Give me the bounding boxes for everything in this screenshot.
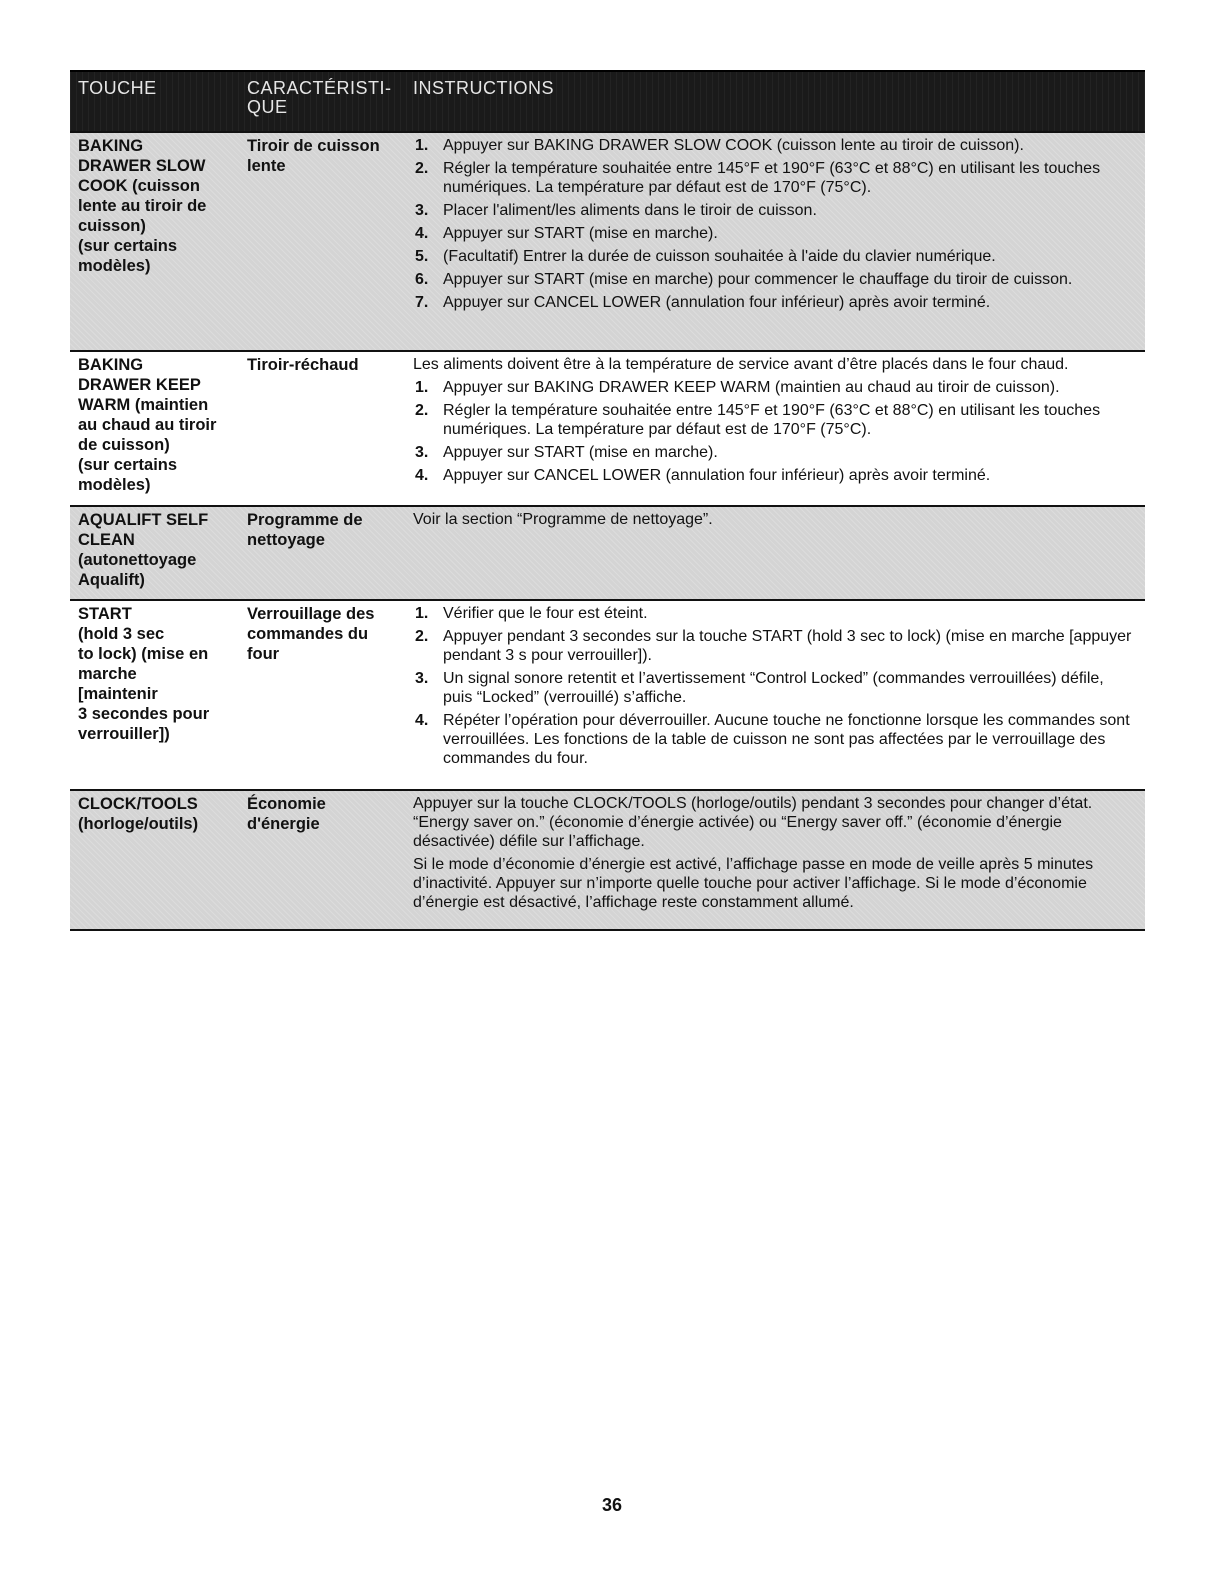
list-item: 2. Régler la température souhaitée entre 145°F et 190°F (63°C et 88°C) en utilisant les touches numériques. La température par défaut est de 170°F (75°C). [415, 402, 1101, 438]
instructions-cell [413, 601, 1145, 789]
intro-text: Les aliments doivent être à la température de service avant d’être placés dans le four chaud. [413, 356, 1069, 373]
list-item: 4. Répéter l’opération pour déverrouiller. Aucune touche ne fonctionne lorsque les commandes sont verrouillées. Les fonctions de la table de cuisson ne sont pas affectées par le verrouillage des commandes du four. [415, 712, 1130, 767]
list-item: 1. Appuyer sur BAKING DRAWER SLOW COOK (cuisson lente au tiroir de cuisson). [415, 137, 1024, 154]
list-item: 1. Appuyer sur BAKING DRAWER KEEP WARM (maintien au chaud au tiroir de cuisson). [415, 379, 1060, 396]
key-cell: AQUALIFT SELF CLEAN (autonettoyage Aqualift) [78, 511, 209, 589]
list-item: 3. Placer l'aliment/les aliments dans le tiroir de cuisson. [415, 202, 817, 219]
table-row [70, 789, 1145, 929]
list-item: 6. Appuyer sur START (mise en marche) pour commencer le chauffage du tiroir de cuisson. [415, 271, 1073, 288]
list-item: 5. (Facultatif) Entrer la durée de cuisson souhaitée à l'aide du clavier numérique. [415, 248, 996, 265]
list-item: 2. Appuyer pendant 3 secondes sur la touche START (hold 3 sec to lock) (mise en marche [appuyer pendant 3 s pour verrouiller]). [415, 628, 1132, 664]
key-cell: BAKING DRAWER KEEP WARM (maintien au chaud au tiroir de cuisson) (sur certains modèles) [78, 356, 217, 494]
feature-cell: Économie d'énergie [247, 795, 326, 833]
list-item: 1. Vérifier que le four est éteint. [415, 605, 648, 622]
list-item: 7. Appuyer sur CANCEL LOWER (annulation four inférieur) après avoir terminé. [415, 294, 991, 311]
list-item: 4. Appuyer sur START (mise en marche). [415, 225, 718, 242]
feature-cell: Verrouillage des commandes du four [247, 605, 375, 663]
instructions-cell [413, 133, 1145, 350]
feature-cell: Programme de nettoyage [247, 511, 363, 549]
header-caracteristique: CARACTÉRISTI- QUE [247, 78, 392, 117]
table-row [70, 350, 1145, 505]
page-number: 36 [601, 1495, 623, 1515]
list-item: 4. Appuyer sur CANCEL LOWER (annulation four inférieur) après avoir terminé. [415, 467, 991, 484]
header-touche: TOUCHE [78, 78, 157, 98]
instructions-cell: Appuyer sur la touche CLOCK/TOOLS (horloge/outils) pendant 3 secondes pour changer d’état. “Energy saver on.” (économie d’énergie activée) ou “Energy saver off.” (économie d’énergie désactivée) défile sur l’affichage. Si le mode d’économie d’énergie est activé, l’affichage passe en mode de veille après 5 minutes d’inactivité. Appuyer sur n’importe quelle touche pour activer l’affichage. Si le mode d’économie d’énergie est désactivé, l’affichage reste constamment allumé. [413, 795, 1094, 911]
header-instructions: INSTRUCTIONS [413, 78, 554, 98]
list-item: 3. Appuyer sur START (mise en marche). [415, 444, 718, 461]
instructions-cell: Voir la section “Programme de nettoyage”. [413, 511, 713, 528]
feature-cell: Tiroir-réchaud [247, 356, 359, 374]
key-cell: START (hold 3 sec to lock) (mise en marche [maintenir 3 secondes pour verrouiller]) [78, 605, 210, 743]
table-row [70, 131, 1145, 350]
feature-cell: Tiroir de cuisson lente [247, 137, 380, 175]
instructions-cell [413, 352, 1145, 505]
list-item: 2. Régler la température souhaitée entre 145°F et 190°F (63°C et 88°C) en utilisant les touches numériques. La température par défaut est de 170°F (75°C). [415, 160, 1101, 196]
table-row [70, 505, 1145, 599]
feature-table [70, 70, 1145, 931]
key-cell: BAKING DRAWER SLOW COOK (cuisson lente au tiroir de cuisson) (sur certains modèles) [78, 137, 207, 275]
list-item: 3. Un signal sonore retentit et l’avertissement “Control Locked” (commandes verrouillées) défile, puis “Locked” (verrouillé) s’affiche. [415, 670, 1104, 706]
key-cell: CLOCK/TOOLS (horloge/outils) [78, 795, 199, 833]
table-row [70, 599, 1145, 789]
table-header [70, 70, 1145, 131]
